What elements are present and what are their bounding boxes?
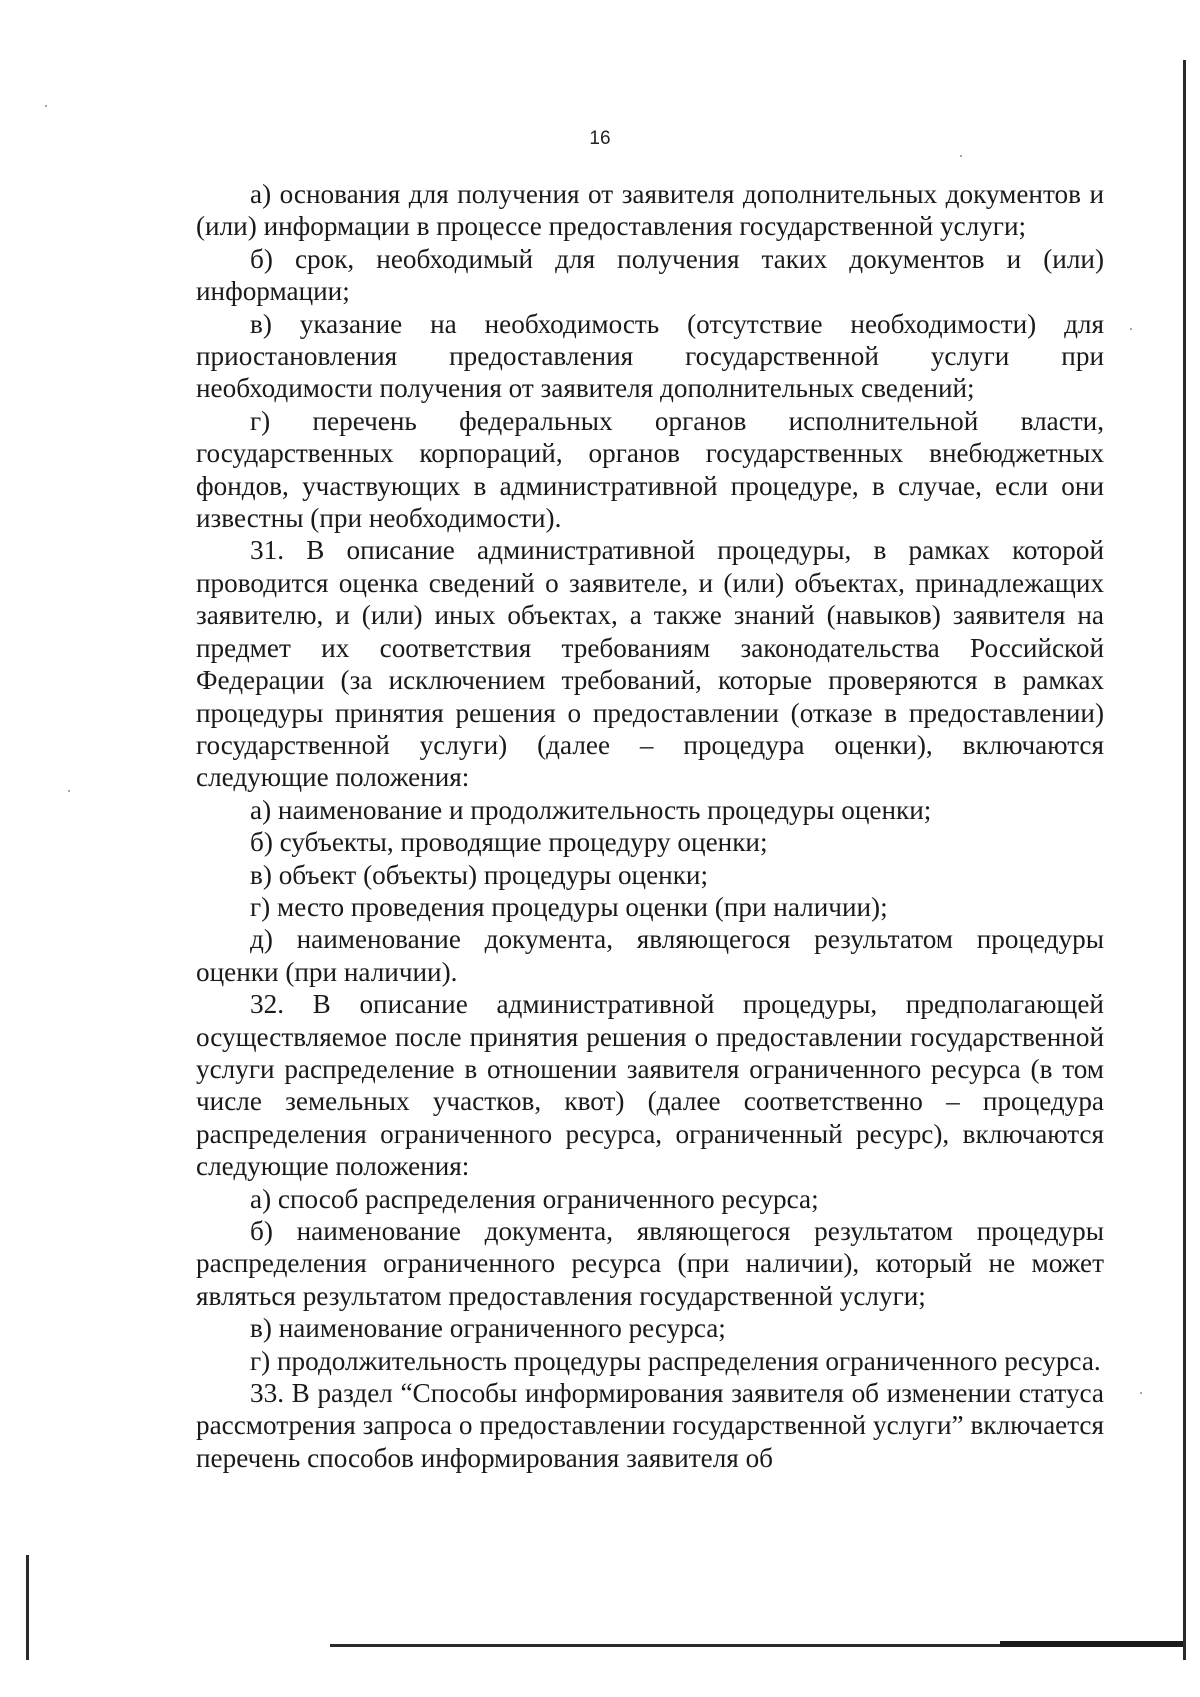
paragraph-31: 31. В описание административной процедуры, в рамках которой проводится оценка сведений о заявителе, и (или) объектах, принадлежащих заявителю, и (или) иных объектах, а также знаний (навыков) заявителя на предмет их соответствия требованиям законодательства Российской Федерации (за исключением требований, которые проверяются в рамках процедуры принятия решения о предоставлении (отказе в предоставлении) государственной услуги) (далее – процедура оценки), включаются следующие положения: (196, 535, 1104, 793)
paragraph-31-a: а) наименование и продолжительность процедуры оценки; (250, 794, 932, 825)
paragraph-v-suspension: в) указание на необходимость (отсутствие необходимости) для приостановления предоставления государственной услуги при необходимости получения от заявителя дополнительных сведений; (196, 308, 1104, 404)
paragraph-32: 32. В описание административной процедуры, предполагающей осуществляемое после принятия решения о предоставлении государственной услуги распределение в отношении заявителя ограниченного ресурса (в том числе земельных участков, квот) (далее соответственно – процедура распределения ограниченного ресурса, ограниченный ресурс), включаются следующие положения: (196, 989, 1104, 1182)
paragraph-32-a: а) способ распределения ограниченного ресурса; (250, 1183, 819, 1214)
scan-speck (68, 790, 70, 792)
scan-border-bottom-thick (1000, 1641, 1183, 1647)
paragraph-31-d: д) наименование документа, являющегося результатом процедуры оценки (при наличии). (196, 924, 1104, 987)
paragraph-32-b: б) наименование документа, являющегося результатом процедуры распределения ограниченного ресурса (при наличии), который не может являться результатом предоставления государственной услуги; (196, 1216, 1104, 1311)
paragraph-a-grounds: а) основания для получения от заявителя дополнительных документов и (или) информации в процессе предоставления государственной услуги; (196, 179, 1104, 242)
paragraph-31-b: б) субъекты, проводящие процедуру оценки; (250, 827, 768, 858)
scan-border-left (26, 1555, 29, 1660)
paragraph-31-g: г) место проведения процедуры оценки (при наличии); (250, 891, 888, 922)
page-number: 16 (589, 128, 611, 149)
paragraph-32-g: г) продолжительность процедуры распределения ограниченного ресурса. (250, 1345, 1101, 1376)
scan-border-right (1183, 60, 1186, 1660)
paragraph-31-v: в) объект (объекты) процедуры оценки; (250, 859, 709, 890)
paragraph-32-v: в) наименование ограниченного ресурса; (250, 1313, 726, 1344)
scan-speck (1140, 1392, 1142, 1394)
paragraph-g-bodies: г) перечень федеральных органов исполнительной власти, государственных корпораций, органов государственных внебюджетных фондов, участвующих в административной процедуре, в случае, если они известны (при необходимости). (196, 405, 1104, 534)
scan-speck (960, 155, 962, 157)
scan-speck (1130, 328, 1132, 330)
document-body (196, 178, 1104, 1474)
paragraph-b-term: б) срок, необходимый для получения таких документов и (или) информации; (196, 243, 1104, 307)
paragraph-33: 33. В раздел “Способы информирования заявителя об изменении статуса рассмотрения запроса о предоставлении государственной услуги” включается перечень способов информирования заявителя об (196, 1378, 1104, 1473)
scan-speck (45, 105, 47, 107)
